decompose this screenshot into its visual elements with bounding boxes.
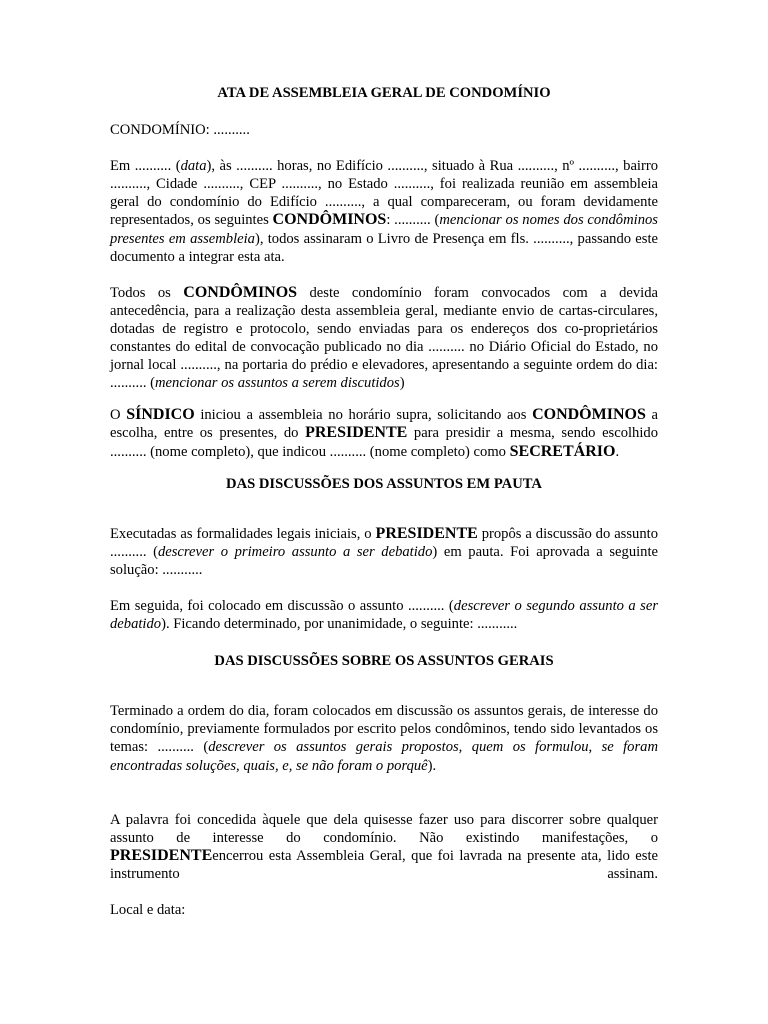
p4-text-2: propôs a discussão do assunto .......... ( xyxy=(110,525,658,560)
p3-bold-1: SÍNDICO xyxy=(126,406,195,424)
p3-text-4: para presidir a mesma, sendo escolhido .......... (nome completo), que indicou .......... (nome completo) como xyxy=(110,425,658,460)
p3-text-2: iniciou a assembleia no horário supra, solicitando aos xyxy=(194,407,533,424)
p3-bold-4: SECRETÁRIO xyxy=(509,442,616,460)
paragraph-convocation xyxy=(110,284,658,393)
p7-text-2: encerrou esta Assembleia Geral, que foi lavrada na presente ata, lido este instrumento assinam. xyxy=(110,847,658,882)
p4-text-3: ) em pauta. Foi aprovada a seguinte solução: ........... xyxy=(110,543,658,578)
p1-bold-1: CONDÔMINOS xyxy=(272,211,387,229)
p6-text-2: ). xyxy=(427,757,437,774)
paragraph-president-election xyxy=(110,406,658,460)
p1-text-2: ), às .......... horas, no Edifício .........., situado à Rua .........., nº .........., bairro .........., Cidade .........., CEP .........., no Estado .........., foi realizada reunião em assembleia geral do condomínio do Edifício .........., a qual compareceram, ou foram devidamente representados, os seguintes xyxy=(110,158,658,229)
p7-text-1: A palavra foi concedida àquele que dela quisesse fazer uso para discorrer sobre qualquer assunto de interesse do condomínio. Não existindo manifestações, o xyxy=(110,811,658,846)
heading-agenda-discussions: DAS DISCUSSÕES DOS ASSUNTOS EM PAUTA xyxy=(226,475,542,492)
closing-place-date: Local e data: xyxy=(110,902,186,918)
condominio-line: CONDOMÍNIO: .......... xyxy=(110,122,250,139)
paragraph-general-subjects xyxy=(110,702,658,774)
p7-bold-1: PRESIDENTE xyxy=(110,846,213,864)
p3-text-3: a escolha, entre os presentes, do xyxy=(110,407,658,442)
p2-bold-1: CONDÔMINOS xyxy=(183,283,298,301)
p1-italic-1: data xyxy=(180,158,207,175)
p1-italic-2: mencionar os nomes dos condôminos presentes em assembleia xyxy=(110,212,658,247)
p1-text-1: Em .......... ( xyxy=(110,158,181,175)
p1-text-3: : .......... ( xyxy=(386,212,440,229)
p5-text-2: ). Ficando determinado, por unanimidade, o seguinte: ........... xyxy=(161,616,518,633)
paragraph-second-subject xyxy=(110,597,658,633)
p3-text-1: O xyxy=(110,407,127,424)
p4-text-1: Executadas as formalidades legais iniciais, o xyxy=(110,525,376,542)
paragraph-meeting-details xyxy=(110,157,658,266)
p2-text-1: Todos os xyxy=(110,284,184,301)
paragraph-closing-statement xyxy=(110,811,658,883)
p5-text-1: Em seguida, foi colocado em discussão o assunto .......... ( xyxy=(110,597,454,614)
p6-italic-1: descrever os assuntos gerais propostos, quem os formulou, se foram encontradas soluções, quais, e, se não foram o porquê xyxy=(110,739,658,774)
p3-bold-3: PRESIDENTE xyxy=(305,424,408,442)
p4-bold-1: PRESIDENTE xyxy=(375,524,478,542)
heading-general-subjects: DAS DISCUSSÕES SOBRE OS ASSUNTOS GERAIS xyxy=(214,653,554,670)
p1-text-4: ), todos assinaram o Livro de Presença em fls. .........., passando este documento a integrar esta ata. xyxy=(110,230,659,265)
p2-italic-1: mencionar os assuntos a serem discutidos xyxy=(155,375,400,392)
p2-text-3: ) xyxy=(399,375,405,392)
p5-italic-1: descrever o segundo assunto a ser debatido xyxy=(110,597,658,633)
p4-italic-1: descrever o primeiro assunto a ser debatido xyxy=(157,543,433,560)
p6-text-1: Terminado a ordem do dia, foram colocados em discussão os assuntos gerais, de interesse do condomínio, previamente formulados por escrito pelos condôminos, tendo sido levantados os temas: .......... ( xyxy=(110,703,658,756)
paragraph-first-subject xyxy=(110,525,658,579)
p2-text-2: deste condomínio foram convocados com a devida antecedência, para a realização desta assembleia geral, mediante envio de cartas-circulares, dotadas de registro e protocolo, sendo enviadas para os endereços dos co-proprietários constantes do edital de convocação publicado no dia .......... no Diário Oficial do Estado, no jornal local .........., na portaria do prédio e elevadores, apresentando a seguinte ordem do dia: .......... ( xyxy=(110,284,658,392)
p3-text-5: . xyxy=(615,443,620,460)
document-title: ATA DE ASSEMBLEIA GERAL DE CONDOMÍNIO xyxy=(217,85,551,101)
p3-bold-2: CONDÔMINOS xyxy=(532,406,646,424)
